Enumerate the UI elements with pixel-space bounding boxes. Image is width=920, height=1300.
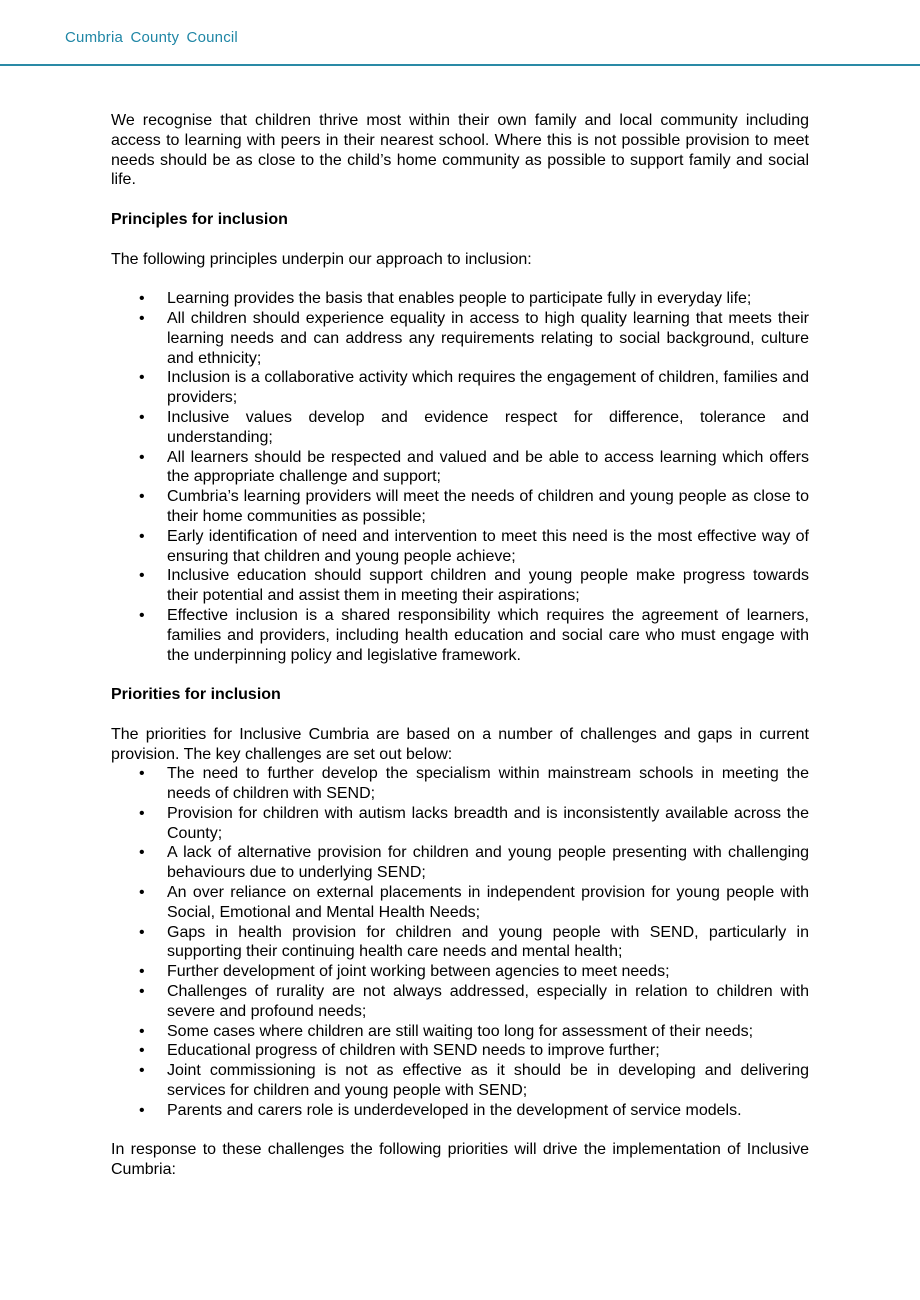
intro-paragraph: We recognise that children thrive most within their own family and local community including access to learning with peers in their nearest school. Where this is not possible provision to meet needs should be as close to the child’s home community as possible to support family and social life. [111,112,809,189]
priorities-lead: The priorities for Inclusive Cumbria are based on a number of challenges and gaps in current provision. The key challenges are set out below: [111,725,809,763]
list-item [139,606,809,665]
bullet-icon: • [139,844,145,862]
document-body [111,111,809,1180]
brand-name: Cumbria County Council [65,29,238,46]
list-item-text: Some cases where children are still waiting too long for assessment of their needs; [167,1022,754,1040]
bullet-icon: • [139,1042,145,1060]
bullet-icon: • [139,884,145,902]
principles-list [111,289,809,665]
list-item [139,1022,809,1042]
bullet-icon: • [139,983,145,1001]
bullet-icon: • [139,1062,145,1080]
list-item [139,487,809,527]
bullet-icon: • [139,488,145,506]
list-item [139,883,809,923]
list-item-text: Early identification of need and intervention to meet this need is the most effective way of ensuring that children and young people achieve; [167,527,809,565]
list-item [139,408,809,448]
list-item-text: Effective inclusion is a shared responsibility which requires the agreement of learners, families and providers, including health education and social care who must engage with the underpinning policy and legislative framework. [167,606,809,664]
list-item [139,309,809,368]
list-item [139,923,809,963]
list-item [139,1041,809,1061]
bullet-icon: • [139,527,145,545]
list-item-text: Parents and carers role is underdeveloped in the development of service models. [167,1101,742,1119]
list-item [139,368,809,408]
list-item-text: The need to further develop the specialism within mainstream schools in meeting the needs of children with SEND; [167,765,809,803]
list-item-text: A lack of alternative provision for children and young people presenting with challenging behaviours due to underlying SEND; [167,844,809,882]
list-item [139,843,809,883]
bullet-icon: • [139,408,145,426]
bullet-icon: • [139,567,145,585]
list-item-text: Inclusion is a collaborative activity which requires the engagement of children, families and providers; [167,369,809,407]
list-item-text: Challenges of rurality are not always addressed, especially in relation to children with severe and profound needs; [167,983,809,1020]
list-item [139,764,809,804]
list-item-text: Cumbria’s learning providers will meet the needs of children and young people as close to their home communities as possible; [167,488,809,525]
bullet-icon: • [139,606,145,624]
list-item [139,448,809,488]
list-item [139,527,809,567]
priorities-heading: Priorities for inclusion [111,686,281,704]
priorities-list [111,764,809,1120]
list-item-text: Educational progress of children with SEND needs to improve further; [167,1042,660,1060]
priorities-closing: In response to these challenges the following priorities will drive the implementation of Inclusive Cumbria: [111,1141,809,1179]
list-item [139,962,809,982]
bullet-icon: • [139,804,145,822]
list-item-text: An over reliance on external placements in independent provision for young people with Social, Emotional and Mental Health Needs; [167,884,809,921]
bullet-icon: • [139,309,145,327]
principles-heading: Principles for inclusion [111,210,288,228]
page-header [0,0,920,66]
bullet-icon: • [139,1101,145,1119]
list-item [139,982,809,1022]
bullet-icon: • [139,963,145,981]
list-item [139,289,809,309]
list-item-text: All children should experience equality in access to high quality learning that meets their learning needs and can address any requirements relating to social background, culture and ethnicity; [167,309,809,367]
list-item [139,566,809,606]
list-item-text: Learning provides the basis that enables people to participate fully in everyday life; [167,290,752,308]
list-item-text: Provision for children with autism lacks breadth and is inconsistently available across the County; [167,804,809,842]
list-item-text: Gaps in health provision for children and young people with SEND, particularly in supporting their continuing health care needs and mental health; [167,923,809,961]
bullet-icon: • [139,765,145,783]
bullet-icon: • [139,448,145,466]
list-item [139,1061,809,1101]
list-item-text: Joint commissioning is not as effective as it should be in developing and delivering services for children and young people with SEND; [167,1062,809,1100]
principles-lead: The following principles underpin our approach to inclusion: [111,250,532,268]
list-item [139,1101,809,1121]
bullet-icon: • [139,369,145,387]
bullet-icon: • [139,290,145,308]
list-item-text: Inclusive values develop and evidence respect for difference, tolerance and understanding; [167,408,809,446]
list-item [139,804,809,844]
list-item-text: All learners should be respected and valued and be able to access learning which offers the appropriate challenge and support; [167,448,809,486]
list-item-text: Further development of joint working between agencies to meet needs; [167,963,670,981]
list-item-text: Inclusive education should support children and young people make progress towards their potential and assist them in meeting their aspirations; [167,567,809,605]
bullet-icon: • [139,923,145,941]
bullet-icon: • [139,1022,145,1040]
